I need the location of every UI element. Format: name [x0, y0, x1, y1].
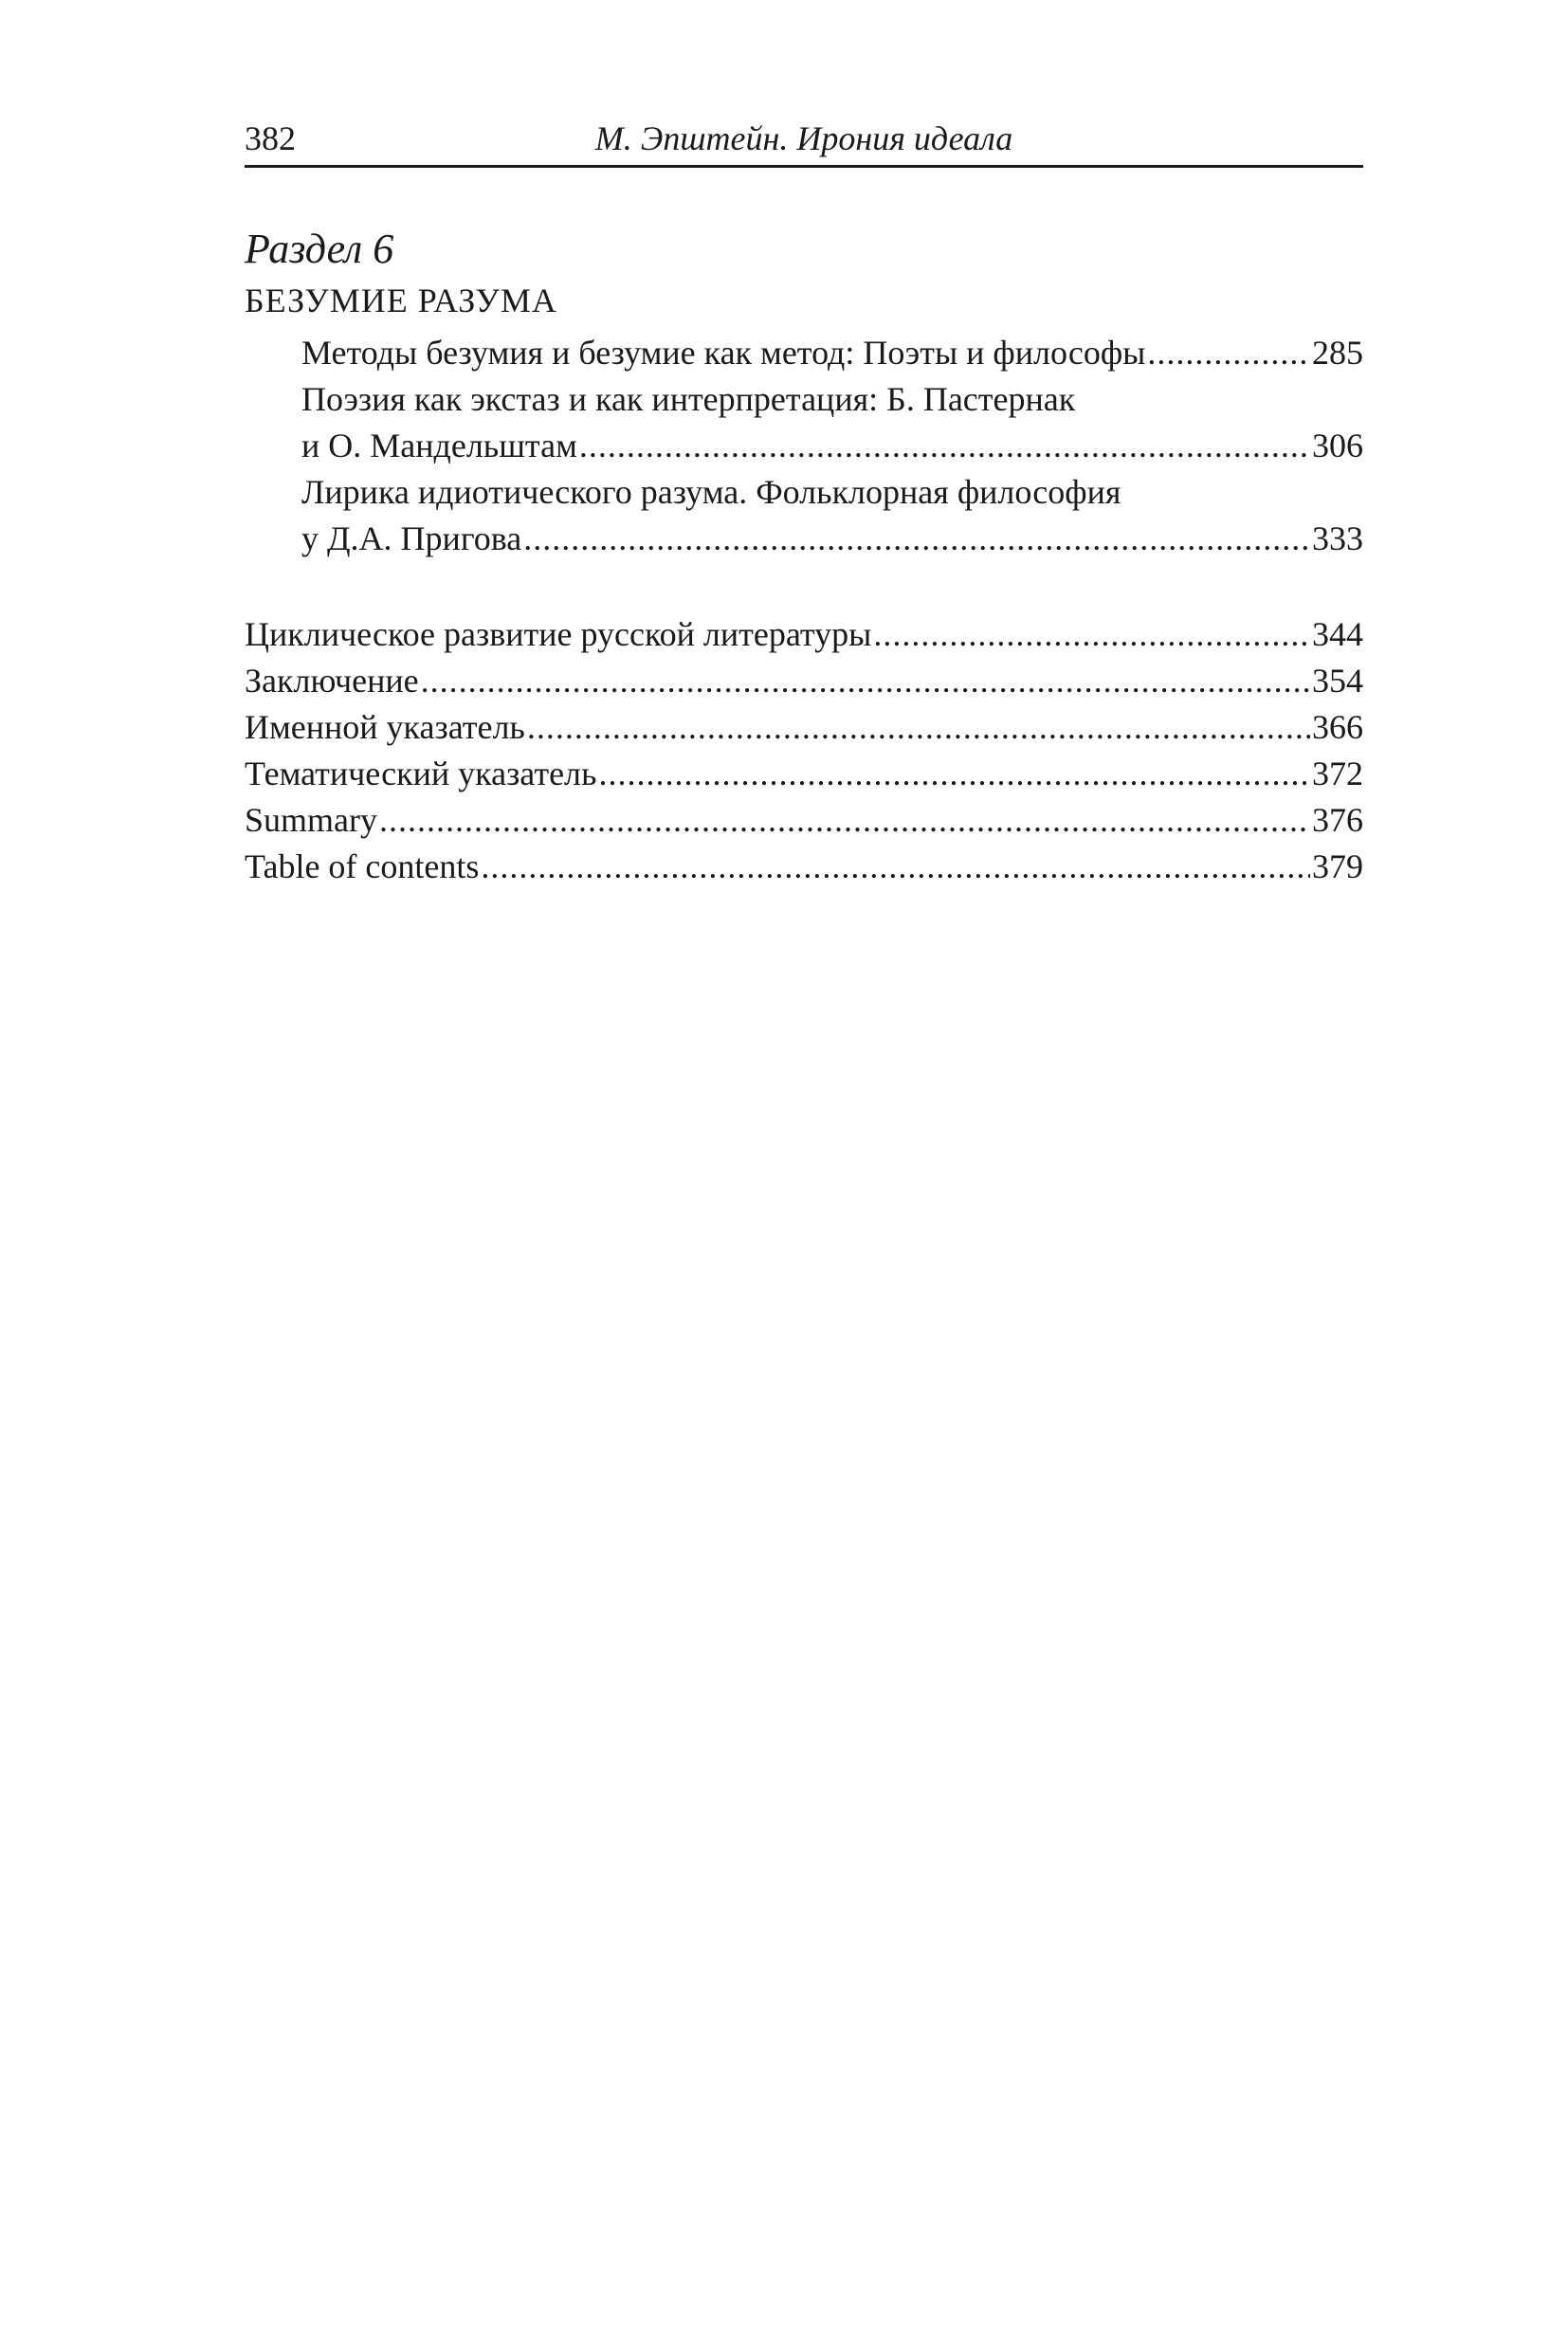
- toc-entry-cyclic-development[interactable]: [245, 613, 1363, 655]
- toc-entry-label: Методы безумия и безумие как метод: Поэты и философы: [301, 334, 1146, 372]
- dot-leader: [1147, 332, 1310, 373]
- toc-entry-label: Summary: [245, 801, 377, 839]
- running-title: М. Эпштейн. Ирония идеала: [594, 119, 1013, 157]
- dot-leader: [379, 799, 1310, 841]
- toc-page-ref: 366: [1312, 708, 1363, 746]
- toc-page-ref: 354: [1312, 662, 1363, 700]
- toc-entry-table-of-contents[interactable]: [245, 846, 1363, 887]
- toc-page-ref: 372: [1312, 755, 1363, 792]
- toc-page-ref: 379: [1312, 847, 1363, 885]
- toc-entry-label: Заключение: [245, 662, 419, 700]
- toc-page-ref: 285: [1312, 334, 1363, 372]
- toc-entry-summary[interactable]: [245, 799, 1363, 841]
- toc-page-ref: 344: [1312, 615, 1363, 653]
- toc-entry-methods-of-madness[interactable]: [301, 332, 1363, 373]
- toc-entry-label: Циклическое развитие русской литературы: [245, 615, 872, 653]
- toc-entry-lyric-line1[interactable]: Лирика идиотического разума. Фольклорная философия: [301, 473, 1121, 511]
- toc-entry-label: Тематический указатель: [245, 755, 597, 792]
- toc-entry-conclusion[interactable]: [245, 660, 1363, 701]
- running-header: [245, 114, 1363, 168]
- toc-entry-label: Table of contents: [245, 847, 480, 885]
- page-number: 382: [245, 119, 296, 157]
- toc-page-ref: 333: [1312, 519, 1363, 557]
- dot-leader: [598, 753, 1310, 794]
- toc-entry-poetry[interactable]: [301, 425, 1363, 466]
- toc-page-ref: 376: [1312, 801, 1363, 839]
- dot-leader: [527, 706, 1310, 748]
- toc-entry-subject-index[interactable]: [245, 753, 1363, 794]
- toc-entry-label: Именной указатель: [245, 708, 525, 746]
- section-label: Раздел 6: [245, 226, 394, 272]
- dot-leader: [481, 846, 1310, 887]
- dot-leader: [579, 425, 1310, 466]
- section-title: БЕЗУМИЕ РАЗУМА: [245, 282, 557, 319]
- toc-entry-name-index[interactable]: [245, 706, 1363, 748]
- toc-entry-label: у Д.А. Пригова: [301, 519, 522, 557]
- dot-leader: [421, 660, 1310, 701]
- toc-entry-poetry-line1[interactable]: Поэзия как экстаз и как интерпретация: Б. Пастернак: [301, 380, 1076, 418]
- dot-leader: [873, 613, 1310, 655]
- toc-entry-lyric[interactable]: [301, 518, 1363, 559]
- toc-page-ref: 306: [1312, 427, 1363, 464]
- dot-leader: [523, 518, 1310, 559]
- toc-entry-label: и О. Мандельштам: [301, 427, 577, 464]
